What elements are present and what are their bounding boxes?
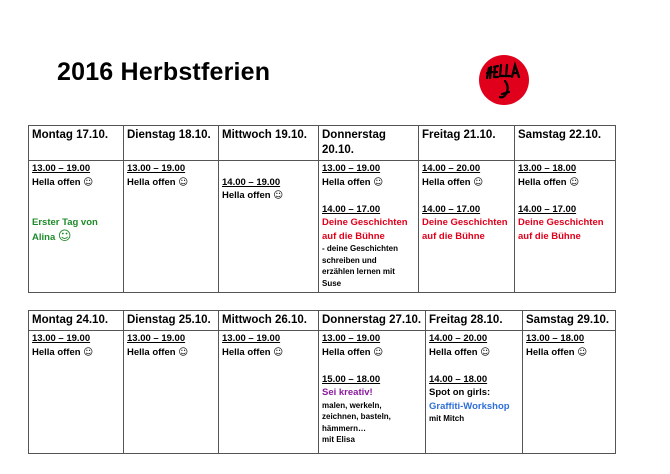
smiley-icon: ☺ — [273, 346, 284, 358]
day-cell-mon — [29, 161, 124, 293]
smiley-icon: ☺ — [83, 176, 94, 188]
schedule-row — [29, 331, 616, 454]
schedule-table-week2 — [28, 310, 616, 454]
smiley-icon: ☺ — [373, 176, 384, 188]
note-text: Erster Tag von — [32, 217, 98, 228]
event-title: auf die Bühne — [422, 230, 485, 242]
event-description: mit Elisa — [322, 435, 355, 444]
smiley-icon: ☺ — [373, 346, 384, 358]
day-cell-tue — [124, 161, 219, 293]
event-time: 14.00 – 17.00 — [518, 203, 577, 215]
opening-time: 14.00 – 20.00 — [429, 333, 488, 344]
event-description: - deine Geschichten — [322, 244, 399, 253]
event-time: 14.00 – 18.00 — [429, 373, 488, 385]
opening-time: 13.00 – 19.00 — [127, 333, 186, 344]
day-cell-mon — [29, 331, 124, 454]
opening-time: 13.00 – 19.00 — [32, 163, 91, 174]
schedule-row — [29, 161, 616, 293]
day-header: Dienstag 18.10. — [124, 126, 219, 161]
smiley-icon: ☺ — [83, 346, 94, 358]
event-description: schreiben und — [322, 255, 377, 265]
event-time: 14.00 – 17.00 — [322, 203, 381, 215]
smiley-icon: ☺ — [273, 190, 284, 201]
day-header: Montag 24.10. — [29, 311, 124, 331]
day-cell-tue — [124, 331, 219, 454]
event-title: auf die Bühne — [518, 230, 581, 242]
status-text: Hella offen — [322, 176, 371, 188]
hella-logo — [478, 54, 530, 106]
event-description: erzählen lernen mit — [322, 267, 395, 276]
smiley-icon: ☺ — [577, 346, 588, 358]
status-text: Hella offen — [32, 176, 81, 188]
header-row — [29, 311, 616, 331]
day-cell-wed — [219, 331, 319, 454]
event-time: 15.00 – 18.00 — [322, 373, 381, 385]
opening-time: 13.00 – 19.00 — [322, 163, 381, 174]
event-title: Spot on girls: — [429, 387, 491, 398]
event-title: Sei kreativ! — [322, 387, 373, 398]
event-title: Deine Geschichten — [518, 217, 604, 228]
opening-time: 14.00 – 19.00 — [222, 176, 281, 188]
day-header: Donnerstag 27.10. — [319, 311, 426, 331]
smiley-icon: ☺ — [57, 228, 72, 244]
event-description: Suse — [322, 278, 342, 288]
event-title: Graffiti-Workshop — [429, 400, 510, 412]
day-header: Samstag 29.10. — [523, 311, 616, 331]
status-text: Hella offen — [322, 346, 371, 358]
status-text: Hella offen — [429, 346, 478, 358]
day-cell-sat — [523, 331, 616, 454]
opening-time: 13.00 – 19.00 — [32, 333, 91, 344]
day-header: Dienstag 25.10. — [124, 311, 219, 331]
opening-time: 13.00 – 19.00 — [222, 333, 281, 344]
status-text: Hella offen — [127, 346, 176, 358]
event-description: mit Mitch — [429, 414, 465, 423]
status-text: Hella offen — [32, 346, 81, 358]
smiley-icon: ☺ — [178, 176, 189, 188]
smiley-icon: ☺ — [178, 346, 189, 358]
event-title: Deine Geschichten — [322, 217, 408, 228]
status-text: Hella offen — [518, 176, 567, 188]
header-row — [29, 126, 616, 161]
event-title: auf die Bühne — [322, 230, 385, 242]
day-cell-fri — [419, 161, 515, 293]
event-description: hämmern… — [322, 423, 367, 433]
event-time: 14.00 – 17.00 — [422, 203, 481, 215]
status-text: Hella offen — [222, 190, 271, 201]
status-text: Hella offen — [526, 346, 575, 358]
event-description: zeichnen, basteln, — [322, 412, 391, 421]
opening-time: 13.00 – 18.00 — [526, 333, 585, 344]
day-cell-wed — [219, 161, 319, 293]
day-header: Samstag 22.10. — [515, 126, 616, 161]
opening-time: 13.00 – 19.00 — [322, 333, 381, 344]
status-text: Hella offen — [222, 346, 271, 358]
event-title: Deine Geschichten — [422, 217, 508, 228]
page-title: 2016 Herbstferien — [57, 58, 271, 86]
day-cell-fri — [426, 331, 523, 454]
day-header: Donnerstag 20.10. — [319, 126, 419, 161]
opening-time: 13.00 – 18.00 — [518, 163, 577, 174]
schedule-table-week1 — [28, 125, 616, 293]
day-header: Montag 17.10. — [29, 126, 124, 161]
smiley-icon: ☺ — [569, 176, 580, 188]
day-cell-thu — [319, 161, 419, 293]
day-cell-thu — [319, 331, 426, 454]
status-text: Hella offen — [422, 176, 471, 188]
opening-time: 13.00 – 19.00 — [127, 163, 186, 174]
smiley-icon: ☺ — [480, 346, 491, 358]
event-description: malen, werkeln, — [322, 400, 382, 410]
note-text: Alina — [32, 231, 56, 243]
day-header: Mittwoch 19.10. — [219, 126, 319, 161]
day-cell-sat — [515, 161, 616, 293]
opening-time: 14.00 – 20.00 — [422, 163, 481, 174]
day-header: Freitag 28.10. — [426, 311, 523, 331]
day-header: Mittwoch 26.10. — [219, 311, 319, 331]
day-header: Freitag 21.10. — [419, 126, 515, 161]
smiley-icon: ☺ — [473, 176, 484, 188]
status-text: Hella offen — [127, 176, 176, 188]
